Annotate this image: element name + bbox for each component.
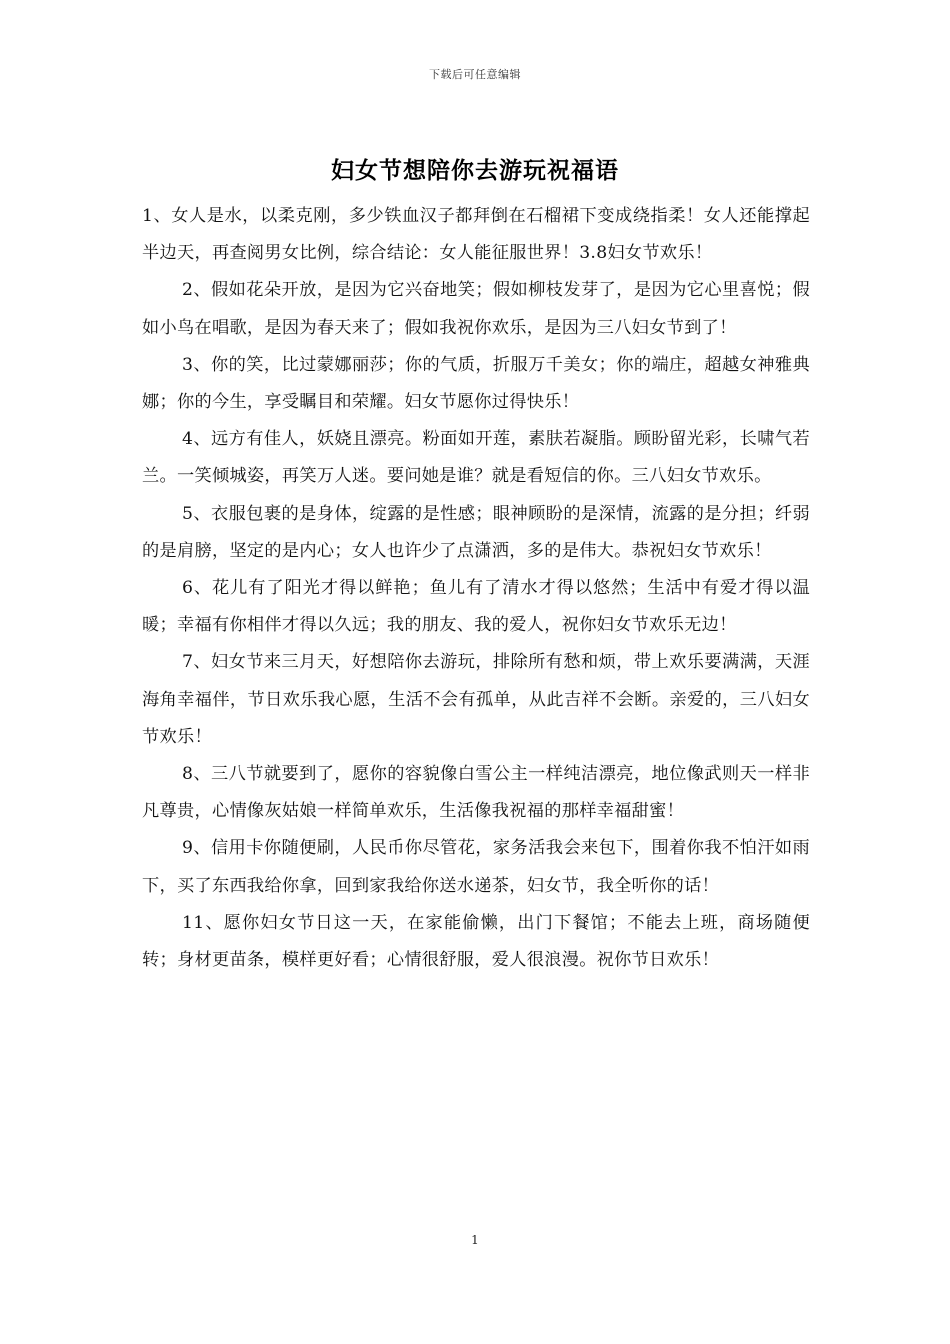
paragraph-7: 7、妇女节来三月天，好想陪你去游玩，排除所有愁和烦，带上欢乐要满满，天涯海角幸福伴，节日欢乐我心愿，生活不会有孤单，从此吉祥不会断。亲爱的，三八妇女节欢乐！ (142, 652, 810, 747)
paragraph-11: 11、愿你妇女节日这一天，在家能偷懒，出门下餐馆；不能去上班，商场随便转；身材更苗条，模样更好看；心情很舒服，爱人很浪漫。祝你节日欢乐！ (142, 912, 810, 971)
paragraph-1: 1、女人是水，以柔克刚，多少铁血汉子都拜倒在石榴裙下变成绕指柔！女人还能撑起半边天，再查阅男女比例，综合结论：女人能征服世界！3.8妇女节欢乐！ (142, 206, 810, 264)
paragraph-5: 5、衣服包裹的是身体，绽露的是性感；眼神顾盼的是深情，流露的是分担；纤弱的是肩膀，坚定的是内心；女人也许少了点潇洒，多的是伟大。恭祝妇女节欢乐！ (142, 503, 810, 561)
paragraph-2: 2、假如花朵开放，是因为它兴奋地笑；假如柳枝发芽了，是因为它心里喜悦；假如小鸟在唱歌，是因为春天来了；假如我祝你欢乐，是因为三八妇女节到了！ (142, 280, 810, 338)
paragraph-6: 6、花儿有了阳光才得以鲜艳；鱼儿有了清水才得以悠然；生活中有爱才得以温暖；幸福有你相伴才得以久远；我的朋友、我的爱人，祝你妇女节欢乐无边！ (142, 578, 810, 636)
paragraph-3: 3、你的笑，比过蒙娜丽莎；你的气质，折服万千美女；你的端庄，超越女神雅典娜；你的今生，享受瞩目和荣耀。妇女节愿你过得快乐！ (142, 354, 810, 413)
paragraph-4: 4、远方有佳人，妖娆且漂亮。粉面如开莲，素肤若凝脂。顾盼留光彩，长啸气若兰。一笑倾城姿，再笑万人迷。要问她是谁？就是看短信的你。三八妇女节欢乐。 (142, 429, 810, 487)
page-number: 1 (471, 1233, 479, 1247)
paragraph-8: 8、三八节就要到了，愿你的容貌像白雪公主一样纯洁漂亮，地位像武则天一样非凡尊贵，心情像灰姑娘一样简单欢乐，生活像我祝福的那样幸福甜蜜！ (142, 764, 810, 822)
paragraph-9: 9、信用卡你随便刷，人民币你尽管花，家务活我会来包下，围着你我不怕汗如雨下，买了东西我给你拿，回到家我给你送水递茶，妇女节，我全听你的话！ (142, 838, 810, 896)
page-header: 下载后可任意编辑 (429, 68, 521, 81)
document-body (142, 198, 810, 979)
document-title: 妇女节想陪你去游玩祝福语 (331, 157, 619, 184)
